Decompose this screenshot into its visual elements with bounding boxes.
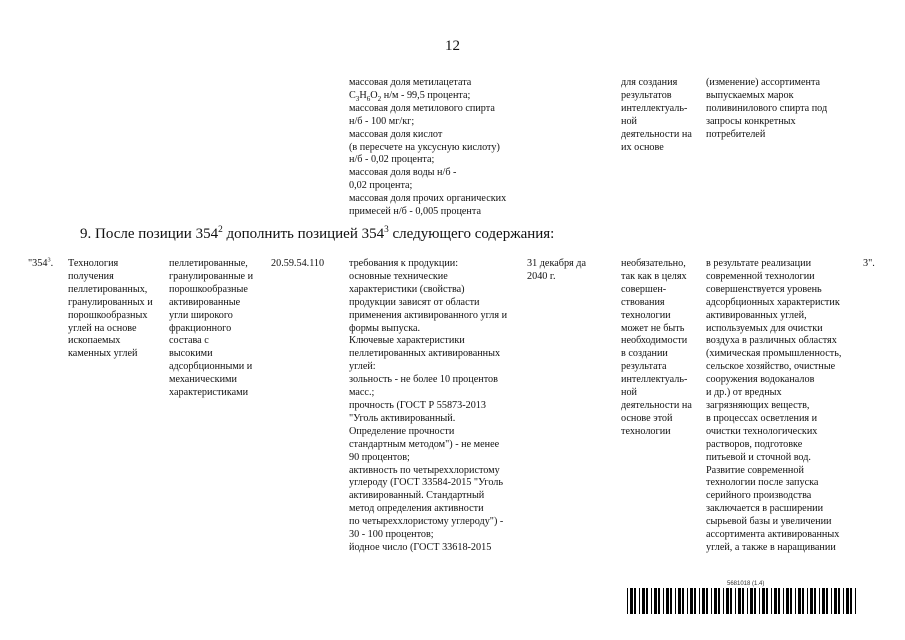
barcode-bar (651, 588, 652, 614)
barcode-bar (790, 588, 792, 614)
barcode-bar (774, 588, 777, 614)
product-cell: пеллетированные, гранулированные и порошкообразные активированные угли широкого фракционного состава с высокими адсорбционными и механическими характеристиками (169, 258, 254, 399)
barcode-bar (778, 588, 780, 614)
barcode-bar (723, 588, 724, 614)
barcode-bar (634, 588, 636, 614)
prev-result-cell: (изменение) ассортимента выпускаемых марок поливинилового спирта под запросы конкретных потребителей (706, 77, 828, 140)
page-number: 12 (445, 38, 460, 54)
barcode-bar (706, 588, 708, 614)
barcode-bar (666, 588, 669, 614)
barcode-bar (627, 588, 628, 614)
barcode-bar (843, 588, 844, 614)
closing-quote: ". (868, 258, 875, 269)
barcode-bar (838, 588, 840, 614)
heading-superscript-1: 2 (218, 225, 223, 235)
barcode-bar (658, 588, 660, 614)
barcode-bar (786, 588, 789, 614)
barcode-bar (675, 588, 676, 614)
barcode-bar (738, 588, 741, 614)
deadline-cell: 31 декабря да 2040 г. (527, 258, 586, 282)
row-number-cell (28, 258, 53, 271)
barcode-bar (783, 588, 784, 614)
barcode-bar (798, 588, 801, 614)
barcode-bar (639, 588, 640, 614)
technology-cell: Технология получения пеллетированных, гранулированных и порошкообразных углей на основе ископаемых каменных углей (68, 258, 153, 360)
barcode-bar (699, 588, 700, 614)
row-number: "354 (28, 258, 48, 269)
barcode-bar (822, 588, 825, 614)
barcode-bar (670, 588, 672, 614)
barcode (627, 588, 859, 614)
barcode-bar (810, 588, 813, 614)
heading-text-middle: дополнить позицией 354 (222, 226, 385, 242)
barcode-bar (702, 588, 705, 614)
row-number-tail: . (50, 258, 54, 269)
closing-value: 3 (863, 258, 869, 269)
barcode-bar (759, 588, 760, 614)
barcode-bar (735, 588, 736, 614)
barcode-bar (846, 588, 849, 614)
barcode-bar (807, 588, 808, 614)
heading-superscript-2: 3 (384, 225, 389, 235)
barcode-bar (642, 588, 645, 614)
barcode-bar (711, 588, 712, 614)
barcode-bar (795, 588, 796, 614)
barcode-bar (742, 588, 744, 614)
barcode-bar (690, 588, 693, 614)
barcode-caption: 5681018 (1.4) (727, 581, 765, 587)
barcode-bar (762, 588, 765, 614)
necessity-cell: необязательно, так как в целях совершен- ствования технологии может не быть необходимости в создании результата интеллектуаль- ной деятельности на основе этой технологии (621, 258, 692, 437)
barcode-bar (726, 588, 729, 614)
barcode-bar (630, 588, 633, 614)
barcode-bar (730, 588, 732, 614)
heading-text-after: следующего содержания: (388, 226, 555, 242)
barcode-bar (826, 588, 828, 614)
barcode-bar (678, 588, 681, 614)
barcode-bar (834, 588, 837, 614)
barcode-bar (654, 588, 657, 614)
prev-necessity-cell: для создания результатов интеллектуаль- ной деятельности на их основе (621, 77, 692, 153)
barcode-bar (714, 588, 717, 614)
heading-text-before: 9. После позиции 354 (80, 226, 219, 242)
barcode-bar (663, 588, 664, 614)
barcode-bar (831, 588, 832, 614)
amendment-heading (80, 226, 554, 243)
barcode-bar (855, 588, 856, 614)
result-cell: в результате реализации современной технологии совершенствуется уровень адсорбционных характеристик активированных углей, используемых для очистки воздуха в различных областях (химическая промышленность, сельское хозяйство, очистные сооружения водоканалов и др.) от вредных загрязняющих веществ, в процессах осветления и очистки технологических растворов, подготовке питьевой и сточной вод. Развитие современной технологии после запуска серийного производства заключается в расширении сырьевой базы и увеличении ассортимента активированных углей, а также в наращивании (706, 258, 842, 553)
barcode-bar (694, 588, 696, 614)
closing-cell (863, 258, 875, 271)
barcode-bar (750, 588, 753, 614)
barcode-bar (802, 588, 804, 614)
barcode-bar (754, 588, 756, 614)
okpd-code-cell: 20.59.54.110 (271, 258, 325, 269)
row-number-superscript: 3 (47, 256, 51, 264)
barcode-bar (766, 588, 768, 614)
barcode-bar (747, 588, 748, 614)
prev-requirements-cell: массовая доля метилацетата $C_3H_6O_2$ н/м - 99,5 процента; массовая доля метилового спирта н/б - 100 мг/кг; массовая доля кислот (в пересчете на уксусную кислоту) н/б - 0,02 процента; массовая доля воды н/б - 0,02 процента; массовая доля прочих органических примесей н/б - 0,005 процента (349, 77, 507, 218)
barcode-bar (814, 588, 816, 614)
barcode-bar (687, 588, 688, 614)
requirements-cell: требования к продукции: основные технические характеристики (свойства) продукции зависят от области применения активированного угля и формы выпуска. Ключевые характеристики пеллетированных активированных углей: зольность - не более 10 процентов масс.; прочность (ГОСТ Р 55873-2013 "Уголь активированный. Определение прочности стандартным методом") - не менее 90 процентов; активность по четыреххлористому углероду (ГОСТ 33584-2015 "Уголь активированный. Стандартный метод определения активности по четыреххлористому углероду") - 30 - 100 процентов; йодное число (ГОСТ 33618-2015 (349, 258, 508, 553)
barcode-bar (819, 588, 820, 614)
barcode-bar (718, 588, 720, 614)
barcode-bar (646, 588, 648, 614)
barcode-bar (682, 588, 684, 614)
barcode-bar (850, 588, 852, 614)
barcode-bar (771, 588, 772, 614)
